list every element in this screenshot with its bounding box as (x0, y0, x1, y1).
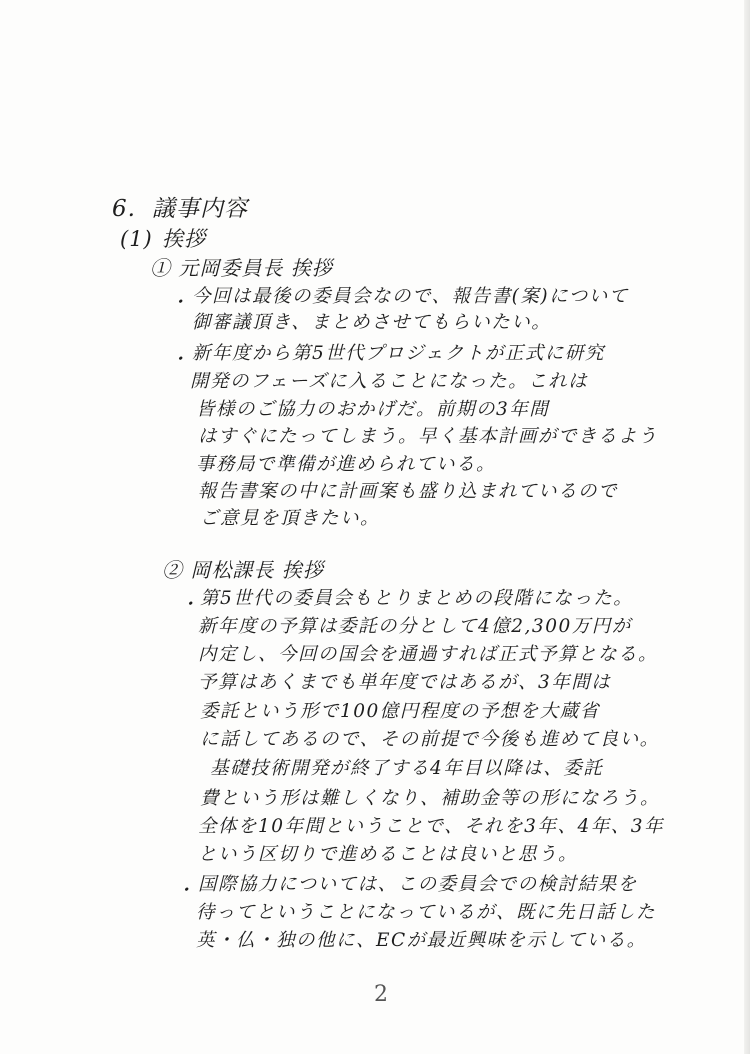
bullet-marker: ・ (170, 349, 188, 370)
speaker-2-bullet-1-line: 予算はあくまでも単年度ではあるが、3年間は (198, 672, 612, 693)
speaker-2-bullet-1-line: 全体を10年間ということで、それを3年、4年、3年 (198, 816, 664, 837)
speaker-1-bullet-2-line: 新年度から第5世代プロジェクトが正式に研究 (192, 343, 605, 364)
speaker-2-bullet-1-line: 第5世代の委員会もとりまとめの段階になった。 (200, 588, 634, 609)
speaker-2-bullet-1-line: という区切りで進めることは良いと思う。 (198, 844, 579, 865)
speaker-1-bullet-2-line: 開発のフェーズに入ることになった。これは (190, 371, 589, 392)
speaker-1-bullet-1-line: 御審議頂き、まとめさせてもらいたい。 (192, 312, 552, 333)
speaker-1-heading: ① 元岡委員長 挨拶 (150, 256, 333, 280)
speaker-1-bullet-2-line: 報告書案の中に計画案も盛り込まれているので (198, 481, 619, 502)
bullet-marker: ・ (170, 292, 188, 313)
speaker-1-bullet-2-line: はすぐにたってしまう。早く基本計画ができるよう (198, 426, 659, 447)
speaker-2-bullet-1-line: に話してあるので、その前提で今後も進めて良い。 (200, 729, 660, 750)
subsection-number: (1) (120, 227, 153, 251)
speaker-2-heading: ② 岡松課長 挨拶 (162, 558, 324, 582)
speaker-1-bullet-2-line: 皆様のご協力のおかげだ。前期の3年間 (196, 399, 550, 420)
bullet-marker: ・ (176, 880, 194, 901)
subsection-title: 挨拶 (162, 227, 206, 251)
section-number: 6. (112, 196, 136, 222)
speaker-2-bullet-1-line: 委託という形で100億円程度の予想を大蔵省 (200, 701, 600, 722)
speaker-1-bullet-1-line: 今回は最後の委員会なので、報告書(案)について (192, 286, 629, 307)
speaker-2-bullet-1-line: 基礎技術開発が終了する4年目以降は、委託 (210, 758, 604, 779)
section-title: 議事内容 (152, 196, 248, 222)
speaker-2-bullet-1-line: 費という形は難しくなり、補助金等の形になろう。 (200, 788, 661, 809)
speaker-2-bullet-1-line: 新年度の予算は委託の分として4億2,300万円が (198, 616, 632, 637)
bullet-marker: ・ (180, 594, 198, 615)
speaker-2-bullet-2-line: 英・仏・独の他に、ECが最近興味を示している。 (196, 930, 647, 951)
scan-edge-shadow (744, 0, 750, 1054)
page-number: 2 (374, 982, 388, 1007)
speaker-1-bullet-2-line: 事務局で準備が進められている。 (196, 454, 497, 475)
speaker-2-bullet-2-line: 待ってということになっているが、既に先日話した (196, 902, 657, 923)
speaker-1-bullet-2-line: ご意見を頂きたい。 (200, 508, 381, 529)
speaker-2-bullet-2-line: 国際協力については、この委員会での検討結果を (198, 874, 638, 895)
speaker-2-bullet-1-line: 内定し、今回の国会を通過すれば正式予算となる。 (198, 644, 659, 665)
